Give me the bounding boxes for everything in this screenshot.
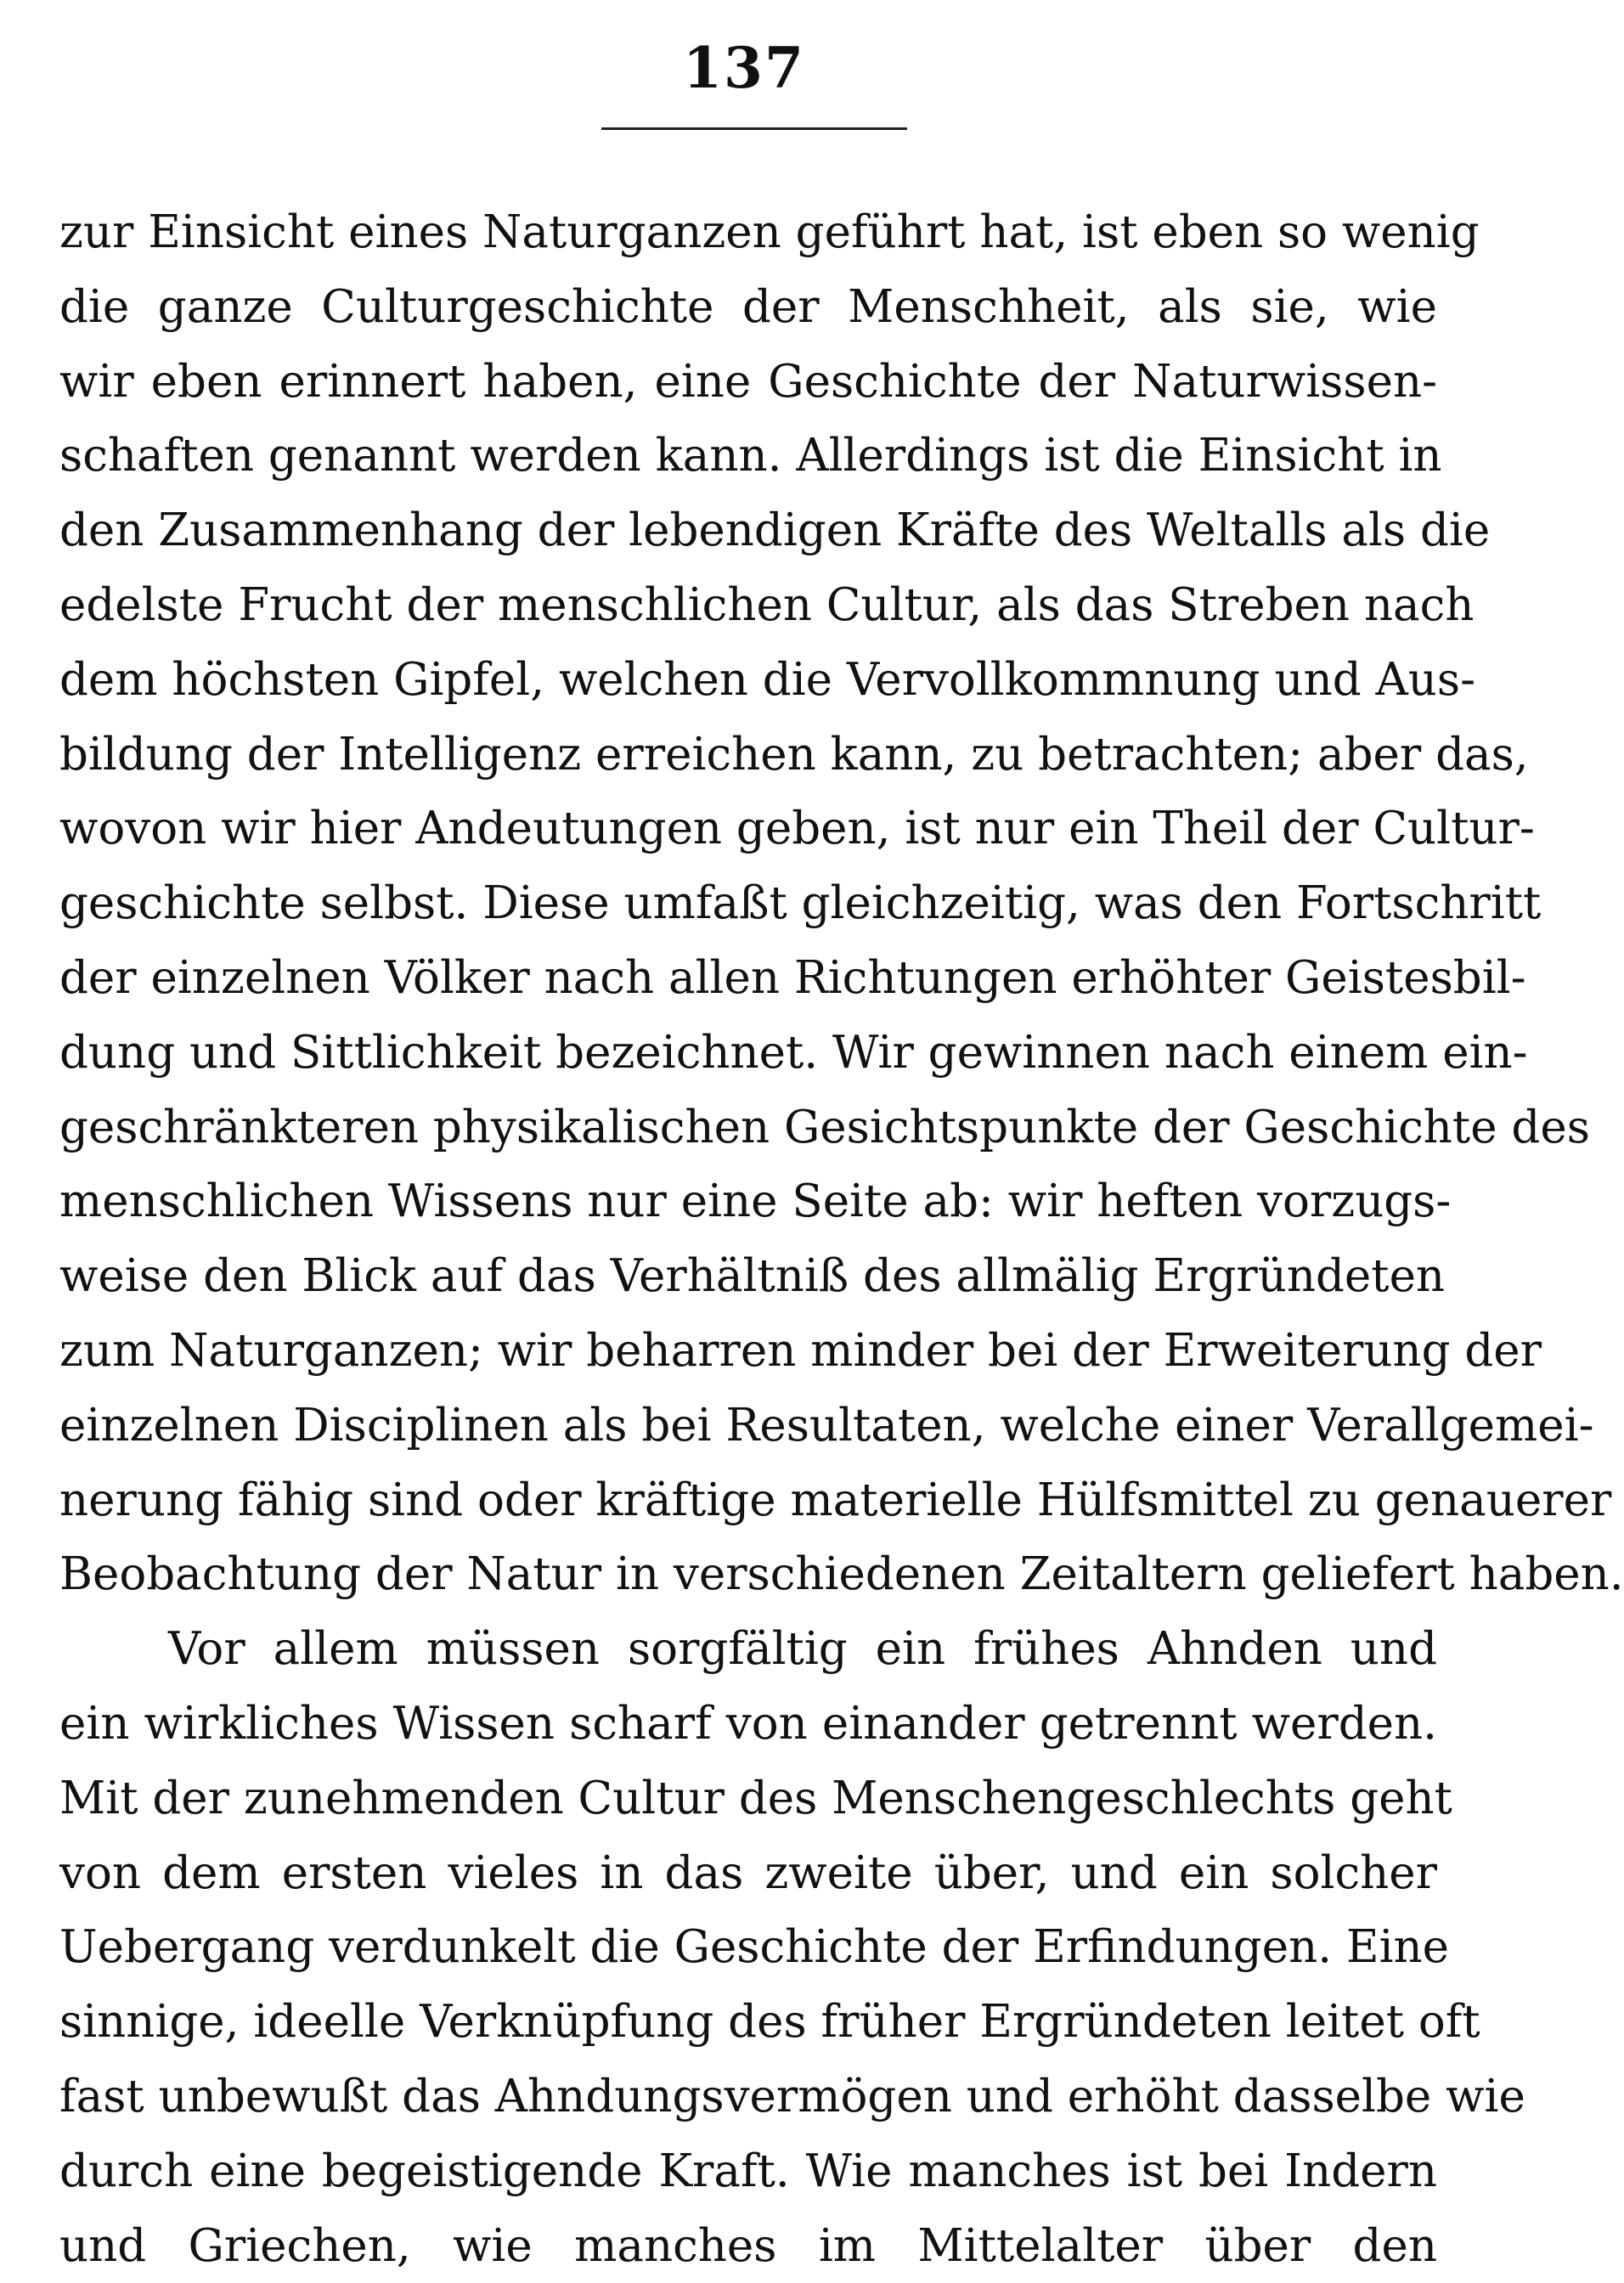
text-line: wovon wir hier Andeutungen geben, ist nur ein Theil der Cultur-	[59, 803, 1535, 855]
text-line: wir eben erinnert haben, eine Geschichte der Naturwissen-	[59, 355, 1437, 408]
text-line: zur Einsicht eines Naturganzen geführt hat, ist eben so wenig	[59, 206, 1480, 258]
text-line: menschlichen Wissens nur eine Seite ab: wir heften vorzugs-	[59, 1175, 1452, 1228]
text-line: bildung der Intelligenz erreichen kann, zu betrachten; aber das,	[59, 728, 1529, 781]
text-line: einzelnen Disciplinen als bei Resultaten, welche einer Verallgemei-	[59, 1399, 1594, 1452]
text-line: sinnige, ideelle Verknüpfung des früher Ergründeten leitet oft	[59, 1996, 1480, 2049]
text-line: den Zusammenhang der lebendigen Kräfte des Weltalls als die	[59, 505, 1491, 557]
text-line: und Griechen, wie manches im Mittelalter über den	[59, 2219, 1437, 2272]
text-line: ein wirkliches Wissen scharf von einander getrennt werden.	[59, 1697, 1437, 1750]
text-line: Mit der zunehmenden Cultur des Menschengeschlechts geht	[59, 1772, 1452, 1824]
page-number: 137	[683, 35, 805, 101]
text-line: durch eine begeistigende Kraft. Wie manches ist bei Indern	[59, 2145, 1437, 2197]
body-text	[59, 195, 1624, 2283]
text-line: geschichte selbst. Diese umfaßt gleichzeitig, was den Fortschritt	[59, 877, 1542, 930]
text-line: fast unbewußt das Ahndungsvermögen und erhöht dasselbe wie	[59, 2070, 1525, 2122]
header-rule	[601, 127, 907, 130]
text-line: weise den Blick auf das Verhältniß des allmälig Ergründeten	[59, 1250, 1446, 1303]
text-line: der einzelnen Völker nach allen Richtungen erhöhter Geistesbil-	[59, 951, 1526, 1004]
text-line: nerung fähig sind oder kräftige materielle Hülfsmittel zu genauerer	[59, 1474, 1612, 1526]
text-line: zum Naturganzen; wir beharren minder bei der Erweiterung der	[59, 1324, 1542, 1377]
text-line: geschränkteren physikalischen Gesichtspunkte der Geschichte des	[59, 1101, 1590, 1153]
text-line: dem höchsten Gipfel, welchen die Vervollkommnung und Aus-	[59, 653, 1476, 706]
text-line: die ganze Culturgeschichte der Menschheit, als sie, wie	[59, 280, 1437, 333]
text-line: dung und Sittlichkeit bezeichnet. Wir gewinnen nach einem ein-	[59, 1026, 1528, 1079]
text-line: Beobachtung der Natur in verschiedenen Zeitaltern geliefert haben.	[59, 1548, 1624, 1601]
text-line: Vor allem müssen sorgfältig ein frühes Ahnden und	[168, 1623, 1437, 1676]
text-line: edelste Frucht der menschlichen Cultur, als das Streben nach	[59, 578, 1475, 631]
text-line: schaften genannt werden kann. Allerdings ist die Einsicht in	[59, 430, 1442, 482]
text-line: von dem ersten vieles in das zweite über, und ein solcher	[59, 1846, 1437, 1899]
text-line: Uebergang verdunkelt die Geschichte der Erfindungen. Eine	[59, 1921, 1450, 1974]
